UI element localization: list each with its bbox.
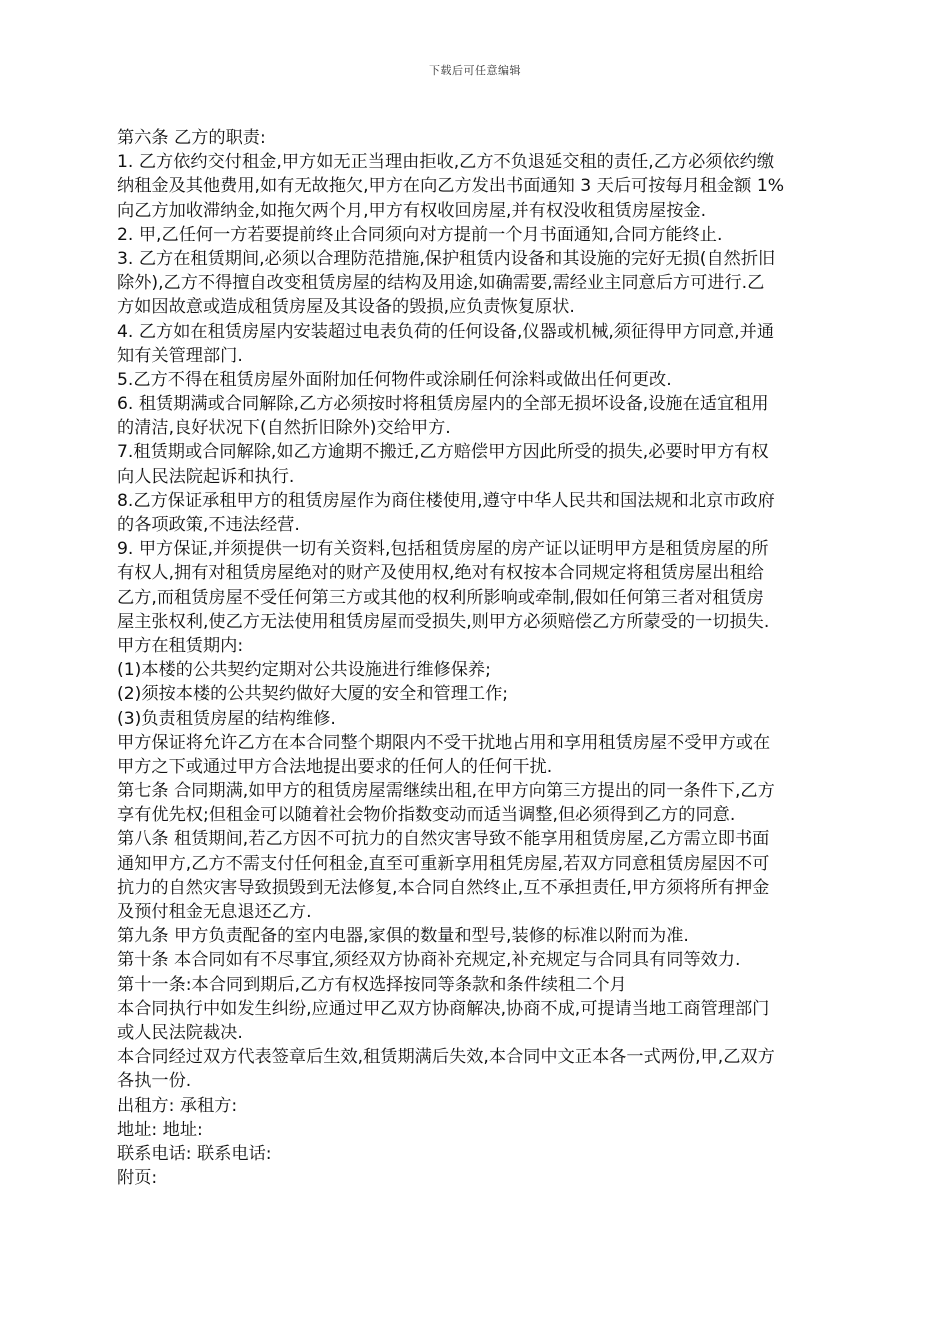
text-line: 屋主张权利,使乙方无法使用租赁房屋而受损失,则甲方必须赔偿乙方所蒙受的一切损失. [117,611,770,632]
text-line: 向人民法院起诉和执行. [117,466,295,487]
text-line: 7.租赁期或合同解除,如乙方逾期不搬迁,乙方赔偿甲方因此所受的损失,必要时甲方有权 [117,442,769,463]
text-line: 本合同经过双方代表签章后生效,租赁期满后失效,本合同中文正本各一式两份,甲,乙双方 [117,1047,775,1068]
text-line: 向乙方加收滞纳金,如拖欠两个月,甲方有权收回房屋,并有权没收租赁房屋按金. [117,200,707,221]
text-line: 本合同执行中如发生纠纷,应通过甲乙双方协商解决,协商不成,可提请当地工商管理部门 [117,998,770,1019]
text-line: 出租方: 承租方: [117,1095,238,1116]
signature-phone: 附页: [117,1168,158,1189]
text-line: 纳租金及其他费用,如有无故拖欠,甲方在向乙方发出书面通知 3 天后可按每月租金额 1% [117,176,785,197]
text-line: 6. 租赁期满或合同解除,乙方必须按时将租赁房屋内的全部无损坏设备,设施在适宜租用 [117,394,769,415]
signature-lessor-lessee: 地址: 地址: [117,1119,203,1140]
text-line: 甲方保证将允许乙方在本合同整个期限内不受干扰地占用和享用租赁房屋不受甲方或在 [117,732,771,753]
page-header-note: 下载后可任意编辑 [429,64,521,77]
text-line: 5.乙方不得在租赁房屋外面附加任何物件或涂刷任何涂料或做出任何更改. [117,369,672,390]
text-line: 第十一条:本合同到期后,乙方有权选择按同等条款和条件续租二个月 [117,974,627,995]
text-line: 9. 甲方保证,并须提供一切有关资料,包括租赁房屋的房产证以证明甲方是租赁房屋的所 [117,539,769,560]
text-line: 方如因故意或造成租赁房屋及其设备的毁损,应负责恢复原状. [117,297,575,318]
text-line: 通知甲方,乙方不需支付任何租金,直至可重新享用租凭房屋,若双方同意租赁房屋因不可 [117,853,770,874]
text-line: 或人民法院裁决. [117,1022,243,1043]
text-line: 享有优先权;但租金可以随着社会物价指数变动而适当调整,但必须得到乙方的同意. [117,805,736,826]
text-line: (2)须按本楼的公共契约做好大厦的安全和管理工作; [117,684,509,705]
document-body [117,126,847,1214]
text-line: 抗力的自然灾害导致损毁到无法修复,本合同自然终止,互不承担责任,甲方须将所有押金 [117,877,770,898]
text-line: 第十条 本合同如有不尽事宜,须经双方协商补充规定,补充规定与合同具有同等效力. [117,950,741,971]
signature-address: 联系电话: 联系电话: [117,1143,272,1164]
text-line: 8.乙方保证承租甲方的租赁房屋作为商住楼使用,遵守中华人民共和国法规和北京市政府 [117,490,775,511]
text-line: 2. 甲,乙任何一方若要提前终止合同须向对方提前一个月书面通知,合同方能终止. [117,224,723,245]
text-line: 4. 乙方如在租赁房屋内安装超过电表负荷的任何设备,仪器或机械,须征得甲方同意,并通 [117,321,775,342]
text-line: 第九条 甲方负责配备的室内电器,家俱的数量和型号,装修的标准以附而为准. [117,926,689,947]
text-line: 第六条 乙方的职责: [117,128,266,148]
text-line: 第八条 租赁期间,若乙方因不可抗力的自然灾害导致不能享用租赁房屋,乙方需立即书面 [117,829,770,850]
text-line: (3)负责租赁房屋的结构维修. [117,708,336,729]
text-line: 有权人,拥有对租赁房屋绝对的财产及使用权,绝对有权按本合同规定将租赁房屋出租给 [117,563,764,584]
text-line: 第七条 合同期满,如甲方的租赁房屋需继续出租,在甲方向第三方提出的同一条件下,乙方 [117,781,775,802]
text-line: 的各项政策,不违法经营. [117,515,300,535]
text-line: (1)本楼的公共契约定期对公共设施进行维修保养; [117,660,491,681]
text-line: 3. 乙方在租赁期间,必须以合理防范措施,保护租赁内设备和其设施的完好无损(自然折旧 [117,248,776,269]
appendix-label [117,1190,847,1214]
text-line: 及预付租金无息退还乙方. [117,902,312,922]
text-line: 除外),乙方不得擅自改变租赁房屋的结构及用途,如确需要,需经业主同意后方可进行.乙 [117,273,765,294]
text-line: 甲方在租赁期内: [117,635,244,656]
text-line: 乙方,而租赁房屋不受任何第三方或其他的权利所影响或牵制,假如任何第三者对租赁房 [117,587,764,608]
text-line: 各执一份. [117,1071,192,1092]
text-line: 知有关管理部门. [117,345,243,366]
text-line: 甲方之下或通过甲方合法地提出要求的任何人的任何干扰. [117,756,553,777]
text-line: 1. 乙方依约交付租金,甲方如无正当理由拒收,乙方不负退延交租的责任,乙方必须依约缴 [117,152,775,173]
text-line: 的清洁,良好状况下(自然折旧除外)交给甲方. [117,418,451,439]
